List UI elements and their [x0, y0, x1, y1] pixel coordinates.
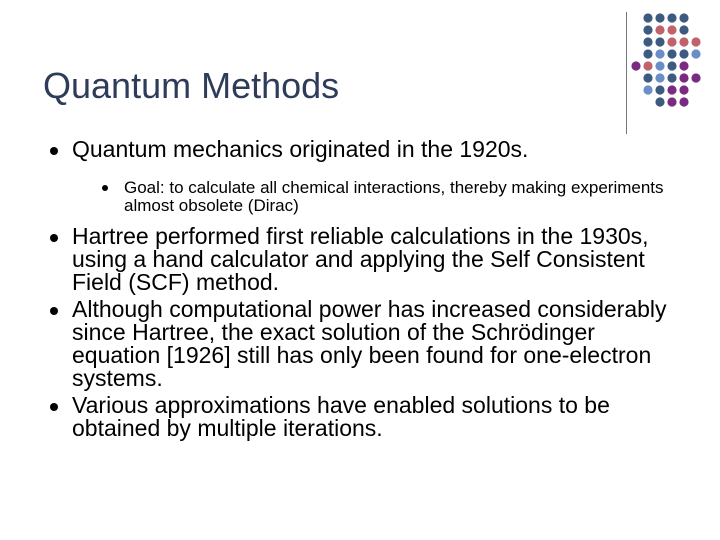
decorative-dot	[643, 25, 652, 34]
slide-title: Quantum Methods	[43, 65, 340, 106]
bullet-text: Although computational power has increased considerably since Hartree, the exact solution of the Schrödinger equation [1926] still has only been found for one-electron systems.	[72, 296, 667, 391]
decorative-dot	[679, 85, 688, 94]
decorative-dot	[655, 73, 664, 82]
decorative-dot	[679, 25, 688, 34]
decorative-dot	[655, 25, 664, 34]
decorative-dot	[667, 61, 676, 70]
decorative-dot	[667, 25, 676, 34]
decorative-dot-grid	[0, 0, 720, 140]
decorative-dot	[655, 85, 664, 94]
bullet-marker	[50, 234, 58, 242]
bullet-item-1	[48, 138, 678, 161]
decorative-dot	[655, 13, 664, 22]
decorative-dot	[667, 85, 676, 94]
decorative-dot	[631, 61, 640, 70]
bullet-marker	[50, 147, 58, 155]
bullet-text: Hartree performed first reliable calculations in the 1930s, using a hand calculator and applying the Self Consistent Field (SCF) method.	[72, 223, 649, 295]
decorative-dot	[691, 73, 700, 82]
decorative-dot	[679, 73, 688, 82]
decorative-dot	[679, 49, 688, 58]
sub-bullet-text: Goal: to calculate all chemical interactions, thereby making experiments almost obsolete (Dirac)	[124, 178, 664, 215]
bullet-text: Quantum mechanics originated in the 1920s.	[72, 136, 529, 162]
decorative-dot	[643, 61, 652, 70]
sub-bullet-item-1	[102, 179, 678, 215]
decorative-dot	[679, 37, 688, 46]
decorative-dot	[667, 13, 676, 22]
decorative-dot	[643, 13, 652, 22]
decorative-dot	[691, 37, 700, 46]
bullet-marker	[50, 307, 58, 315]
decorative-dot	[679, 61, 688, 70]
decorative-dot	[691, 49, 700, 58]
decorative-dot	[655, 37, 664, 46]
sub-bullet-marker	[102, 185, 108, 191]
decorative-dot	[667, 37, 676, 46]
decorative-dot	[655, 97, 664, 106]
decorative-dot	[667, 73, 676, 82]
bullet-item-2	[48, 225, 678, 294]
decorative-dot	[667, 97, 676, 106]
bullet-item-4	[48, 394, 678, 440]
decorative-dot	[667, 49, 676, 58]
decorative-dot	[655, 61, 664, 70]
decorative-dot	[679, 13, 688, 22]
decorative-dot	[679, 97, 688, 106]
bullet-text: Various approximations have enabled solutions to be obtained by multiple iterations.	[72, 392, 610, 441]
bullet-list	[48, 138, 678, 440]
decorative-dot	[643, 73, 652, 82]
decorative-dot	[643, 85, 652, 94]
bullet-marker	[50, 403, 58, 411]
decorative-dot	[643, 37, 652, 46]
decorative-dot	[643, 49, 652, 58]
decorative-dot	[655, 49, 664, 58]
bullet-item-3	[48, 298, 678, 390]
